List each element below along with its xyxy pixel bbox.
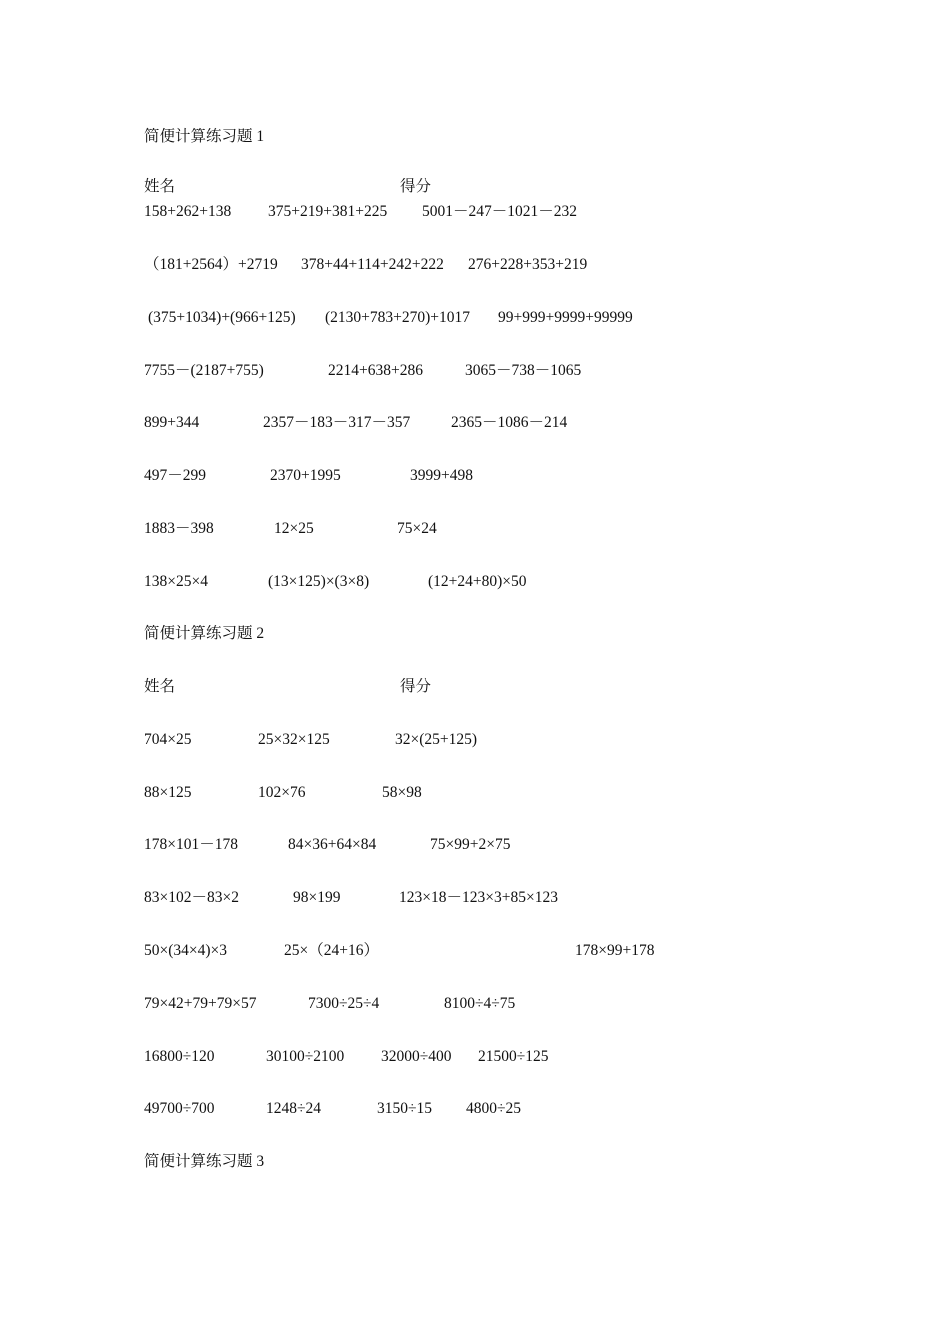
problem: 178×101－178 (144, 836, 238, 853)
problem: 7300÷25÷4 (308, 995, 380, 1012)
problem: 79×42+79+79×57 (144, 995, 257, 1012)
problem: 138×25×4 (144, 573, 208, 590)
section-title: 简便计算练习题 2 (144, 625, 265, 642)
problem: 102×76 (258, 784, 306, 801)
problem: 375+219+381+225 (268, 203, 388, 220)
problem: 99+999+9999+99999 (498, 309, 633, 326)
problem: 158+262+138 (144, 203, 232, 220)
problem: （181+2564）+2719 (144, 256, 278, 273)
problem: 12×25 (274, 520, 314, 537)
problem: 16800÷120 (144, 1048, 215, 1065)
problem: 497－299 (144, 467, 207, 484)
problem: (375+1034)+(966+125) (148, 309, 296, 326)
name-label: 姓名 (144, 678, 176, 695)
problem: 49700÷700 (144, 1100, 215, 1117)
problem: 21500÷125 (478, 1048, 549, 1065)
problem: 32×(25+125) (395, 731, 478, 748)
name-label: 姓名 (144, 178, 176, 195)
score-label: 得分 (400, 678, 432, 695)
problem: 50×(34×4)×3 (144, 942, 228, 959)
score-label: 得分 (400, 178, 432, 195)
problem: 4800÷25 (466, 1100, 522, 1117)
problem: 84×36+64×84 (288, 836, 377, 853)
problem: 1883－398 (144, 520, 214, 537)
problem: 899+344 (144, 414, 200, 431)
problem: 88×125 (144, 784, 192, 801)
problem: 75×24 (397, 520, 437, 537)
problem: 75×99+2×75 (430, 836, 511, 853)
problem: 83×102－83×2 (144, 889, 239, 906)
problem: 58×98 (382, 784, 422, 801)
problem: 98×199 (293, 889, 341, 906)
problem: 7755－(2187+755) (144, 362, 264, 379)
problem: 2365－1086－214 (451, 414, 568, 431)
problem: 2370+1995 (270, 467, 341, 484)
problem: 276+228+353+219 (468, 256, 588, 273)
problem: 2214+638+286 (328, 362, 423, 379)
problem: 8100÷4÷75 (444, 995, 516, 1012)
section-title: 简便计算练习题 1 (144, 128, 265, 145)
problem: 123×18－123×3+85×123 (399, 889, 558, 906)
problem: 3150÷15 (377, 1100, 433, 1117)
problem: 704×25 (144, 731, 192, 748)
problem: 25×（24+16） (284, 942, 379, 959)
problem: 1248÷24 (266, 1100, 322, 1117)
problem: 3999+498 (410, 467, 473, 484)
problem: (13×125)×(3×8) (268, 573, 370, 590)
problem: 2357－183－317－357 (263, 414, 411, 431)
problem: 178×99+178 (575, 942, 655, 959)
problem: (2130+783+270)+1017 (325, 309, 471, 326)
problem: 32000÷400 (381, 1048, 452, 1065)
problem: (12+24+80)×50 (428, 573, 527, 590)
section-title: 简便计算练习题 3 (144, 1153, 265, 1170)
problem: 378+44+114+242+222 (301, 256, 444, 273)
problem: 5001－247－1021－232 (422, 203, 578, 220)
problem: 3065－738－1065 (465, 362, 582, 379)
problem: 25×32×125 (258, 731, 330, 748)
problem: 30100÷2100 (266, 1048, 345, 1065)
